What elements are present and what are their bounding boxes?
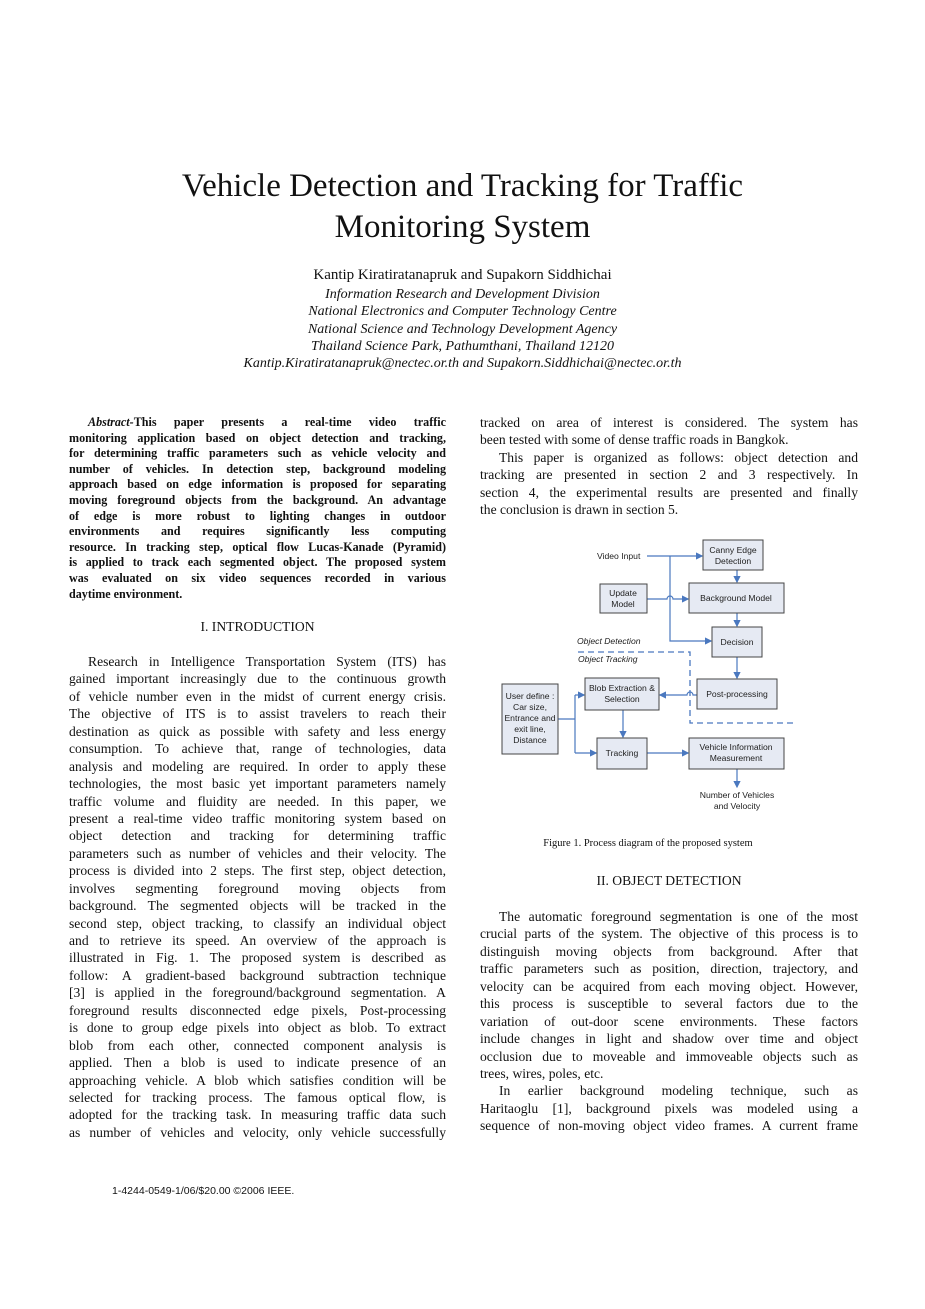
arrow (660, 692, 697, 695)
box-label: Vehicle Information (699, 742, 773, 752)
text-line: adopted for the tracking task. In measuring traffic data such (69, 1107, 446, 1123)
text-line: traffic volume and fluidity are needed. In this paper, we (69, 793, 446, 809)
figure-caption: Figure 1. Process diagram of the proposed system (543, 838, 753, 849)
text-line: and to retrieve its speed. An overview of the approach is (69, 933, 446, 948)
box-label: User define : (505, 691, 555, 701)
text-line: This paper is organized as follows: object detection and (499, 449, 858, 465)
box-label: Tracking (605, 748, 639, 758)
box-label: Blob Extraction & (589, 683, 655, 693)
title-line: Vehicle Detection and Tracking for Traffic (181, 168, 744, 204)
text-line: illustrated in Fig. 1. The proposed system is described as (69, 950, 446, 966)
paragraph (480, 1082, 858, 1134)
text-line: involves segmenting foreground moving objects from (69, 880, 446, 896)
post-processing-box (697, 679, 777, 709)
text-line: number of vehicles. In detection step, background modeling (69, 461, 446, 476)
text-line: Research in Intelligence Transportation System (ITS) has (88, 654, 446, 669)
text-line: section 4, the experimental results are presented and finally (480, 484, 858, 500)
text-line: of vehicle number even in the midst of current energy crisis. (69, 688, 446, 704)
text-line: environments and requires significantly less computing (69, 524, 446, 539)
authors: Kantip Kiratiratanapruk and Supakorn Siddhichai (313, 267, 612, 283)
vehicle-information-box (689, 738, 784, 769)
text-line: process is divided into 2 steps. The first step, object detection, (69, 863, 446, 879)
text-line: tracking are presented in section 2 and 3 respectively. In (480, 467, 858, 483)
copyright-footer: 1-4244-0549-1/06/$20.00 ©2006 IEEE. (112, 1185, 295, 1197)
text-line: distinguish moving objects from background. After that (480, 943, 858, 959)
text-line: The objective of ITS is to assist travelers to reach their (69, 706, 446, 722)
box-label: exit line, (514, 724, 546, 734)
object-detection-label: Object Detection (577, 636, 641, 646)
box-label: Background Model (700, 593, 772, 603)
paragraph (480, 908, 858, 1082)
text-line: foreground results disconnected edge pixels, Post-processing (69, 1002, 446, 1018)
author-emails: Kantip.Kiratiratanapruk@nectec.or.th and Supakorn.Siddhichai@nectec.or.th (243, 356, 682, 372)
text-line: was evaluated on six video sequences recorded in various (69, 570, 446, 585)
text-line: include changes in light and shadow over time and object (480, 1031, 858, 1047)
decision-box (712, 627, 762, 657)
text-line: crucial parts of the system. The objective of this process is to (480, 926, 858, 942)
tracking-box (597, 738, 647, 769)
box-label: Selection (604, 694, 640, 704)
text-line: present a real-time video traffic monitoring system based on (69, 810, 446, 826)
output-label: and Velocity (713, 801, 761, 811)
abstract-first-line: This paper presents a real-time video traffic (133, 415, 446, 429)
text-line: gained important increasingly due to the continuous growth (69, 671, 446, 687)
text-line: trees, wires, poles, etc. (480, 1065, 604, 1081)
text-line: this process is susceptible to several factors due to the (480, 996, 858, 1012)
text-line: velocity can be acquired from each moving object. However, (480, 978, 858, 994)
abstract-label: Abstract- (88, 415, 134, 429)
box-label: Entrance and (504, 713, 556, 723)
arrow (558, 695, 575, 753)
box-label: Decision (720, 637, 754, 647)
text-line: selected for tracking process. The famous optical flow, is (69, 1089, 446, 1105)
box-label: Car size, (513, 702, 547, 712)
box-label: Update (609, 588, 637, 598)
text-line: tracked on area of interest is considered. The system has (480, 415, 858, 430)
text-line: object detection and tracking for determining traffic (69, 828, 446, 844)
box-label: Measurement (709, 753, 763, 763)
box-label: Detection (714, 556, 752, 566)
text-line: moving foreground objects from the background. An advantage (69, 492, 446, 507)
box-label: Canny Edge (709, 545, 757, 555)
canny-edge-box (703, 540, 763, 570)
box-label: Model (611, 599, 635, 609)
text-line: follow: A gradient-based background subtraction technique (69, 967, 446, 983)
title-line: Monitoring System (334, 209, 591, 245)
text-line: is done to group edge pixels into object as blob. To extract (69, 1020, 446, 1036)
text-line: the conclusion is drawn in section 5. (480, 502, 679, 518)
text-line: second step, object tracking, to classify an individual object (69, 915, 446, 931)
text-line: traffic parameters such as position, direction, trajectory, and (480, 961, 858, 977)
text-line: consumption. To achieve that, range of technologies, data (69, 741, 446, 757)
text-line: occlusion due to moveable and immoveable objects such as (480, 1048, 858, 1064)
text-line: [3] is applied in the foreground/background segmentation. A (69, 985, 446, 1001)
text-line: resource. In tracking step, optical flow Lucas-Kanade (Pyramid) (69, 539, 446, 554)
text-line: background. The segmented objects will be tracked in the (69, 898, 446, 914)
box-label: Post-processing (706, 689, 768, 699)
text-line: applied. Then a blob is used to indicate presence of an (69, 1055, 446, 1071)
text-line: analysis and modeling are required. In order to apply these (69, 758, 446, 774)
text-line: approaching vehicle. A blob which satisfies condition will be (69, 1072, 446, 1088)
section-heading-object-detection: II. OBJECT DETECTION (596, 873, 742, 888)
text-line: monitoring application based on object detection and tracking, (69, 430, 446, 445)
text-line: daytime environment. (69, 586, 183, 601)
affiliation-line: Information Research and Development Division (325, 287, 600, 302)
affiliation-line: Thailand Science Park, Pathumthani, Thailand 12120 (311, 338, 614, 354)
text-line: is applied to track each segmented object. The proposed system (69, 555, 446, 570)
object-tracking-label: Object Tracking (578, 654, 638, 664)
user-define-box (502, 684, 558, 754)
text-line: variation of out-door scene environments. These factors (480, 1013, 858, 1029)
video-input-label: Video Input (597, 551, 641, 561)
section-heading-introduction: I. INTRODUCTION (200, 619, 315, 634)
text-line: of edge is more robust to lighting changes in outdoor (69, 508, 446, 523)
text-line: In earlier background modeling technique, such as (499, 1083, 858, 1099)
text-line: destination as quick as possible with safety and less energy (69, 723, 446, 739)
text-line: blob from each other, connected component analysis is (69, 1037, 446, 1053)
text-line: been tested with some of dense traffic roads in Bangkok. (480, 432, 789, 448)
blob-extraction-box (585, 678, 659, 710)
text-line: Haritaoglu [1], background pixels was modeled using a (480, 1100, 858, 1116)
output-label: Number of Vehicles (699, 790, 775, 800)
background-model-box (689, 583, 784, 613)
arrow (647, 596, 688, 599)
text-line: for determining traffic parameters such as vehicle velocity and (69, 446, 446, 461)
object-detection-text (480, 908, 858, 1135)
text-line: The automatic foreground segmentation is one of the most (499, 909, 858, 924)
update-model-box (600, 584, 647, 613)
affiliation-line: National Electronics and Computer Technology Centre (308, 304, 617, 320)
box-label: Distance (513, 735, 547, 745)
text-line: approach based on edge information is proposed for separating (69, 477, 446, 492)
text-line: as number of vehicles and velocity, only vehicle successfully (69, 1124, 446, 1140)
text-line: sequence of non-moving object video frames. A current frame (480, 1118, 858, 1134)
text-line: technologies, the most basic yet important parameters namely (69, 776, 446, 792)
text-line: parameters such as number of vehicles and their velocity. The (69, 845, 446, 861)
affiliation-line: National Science and Technology Development Agency (307, 321, 618, 337)
